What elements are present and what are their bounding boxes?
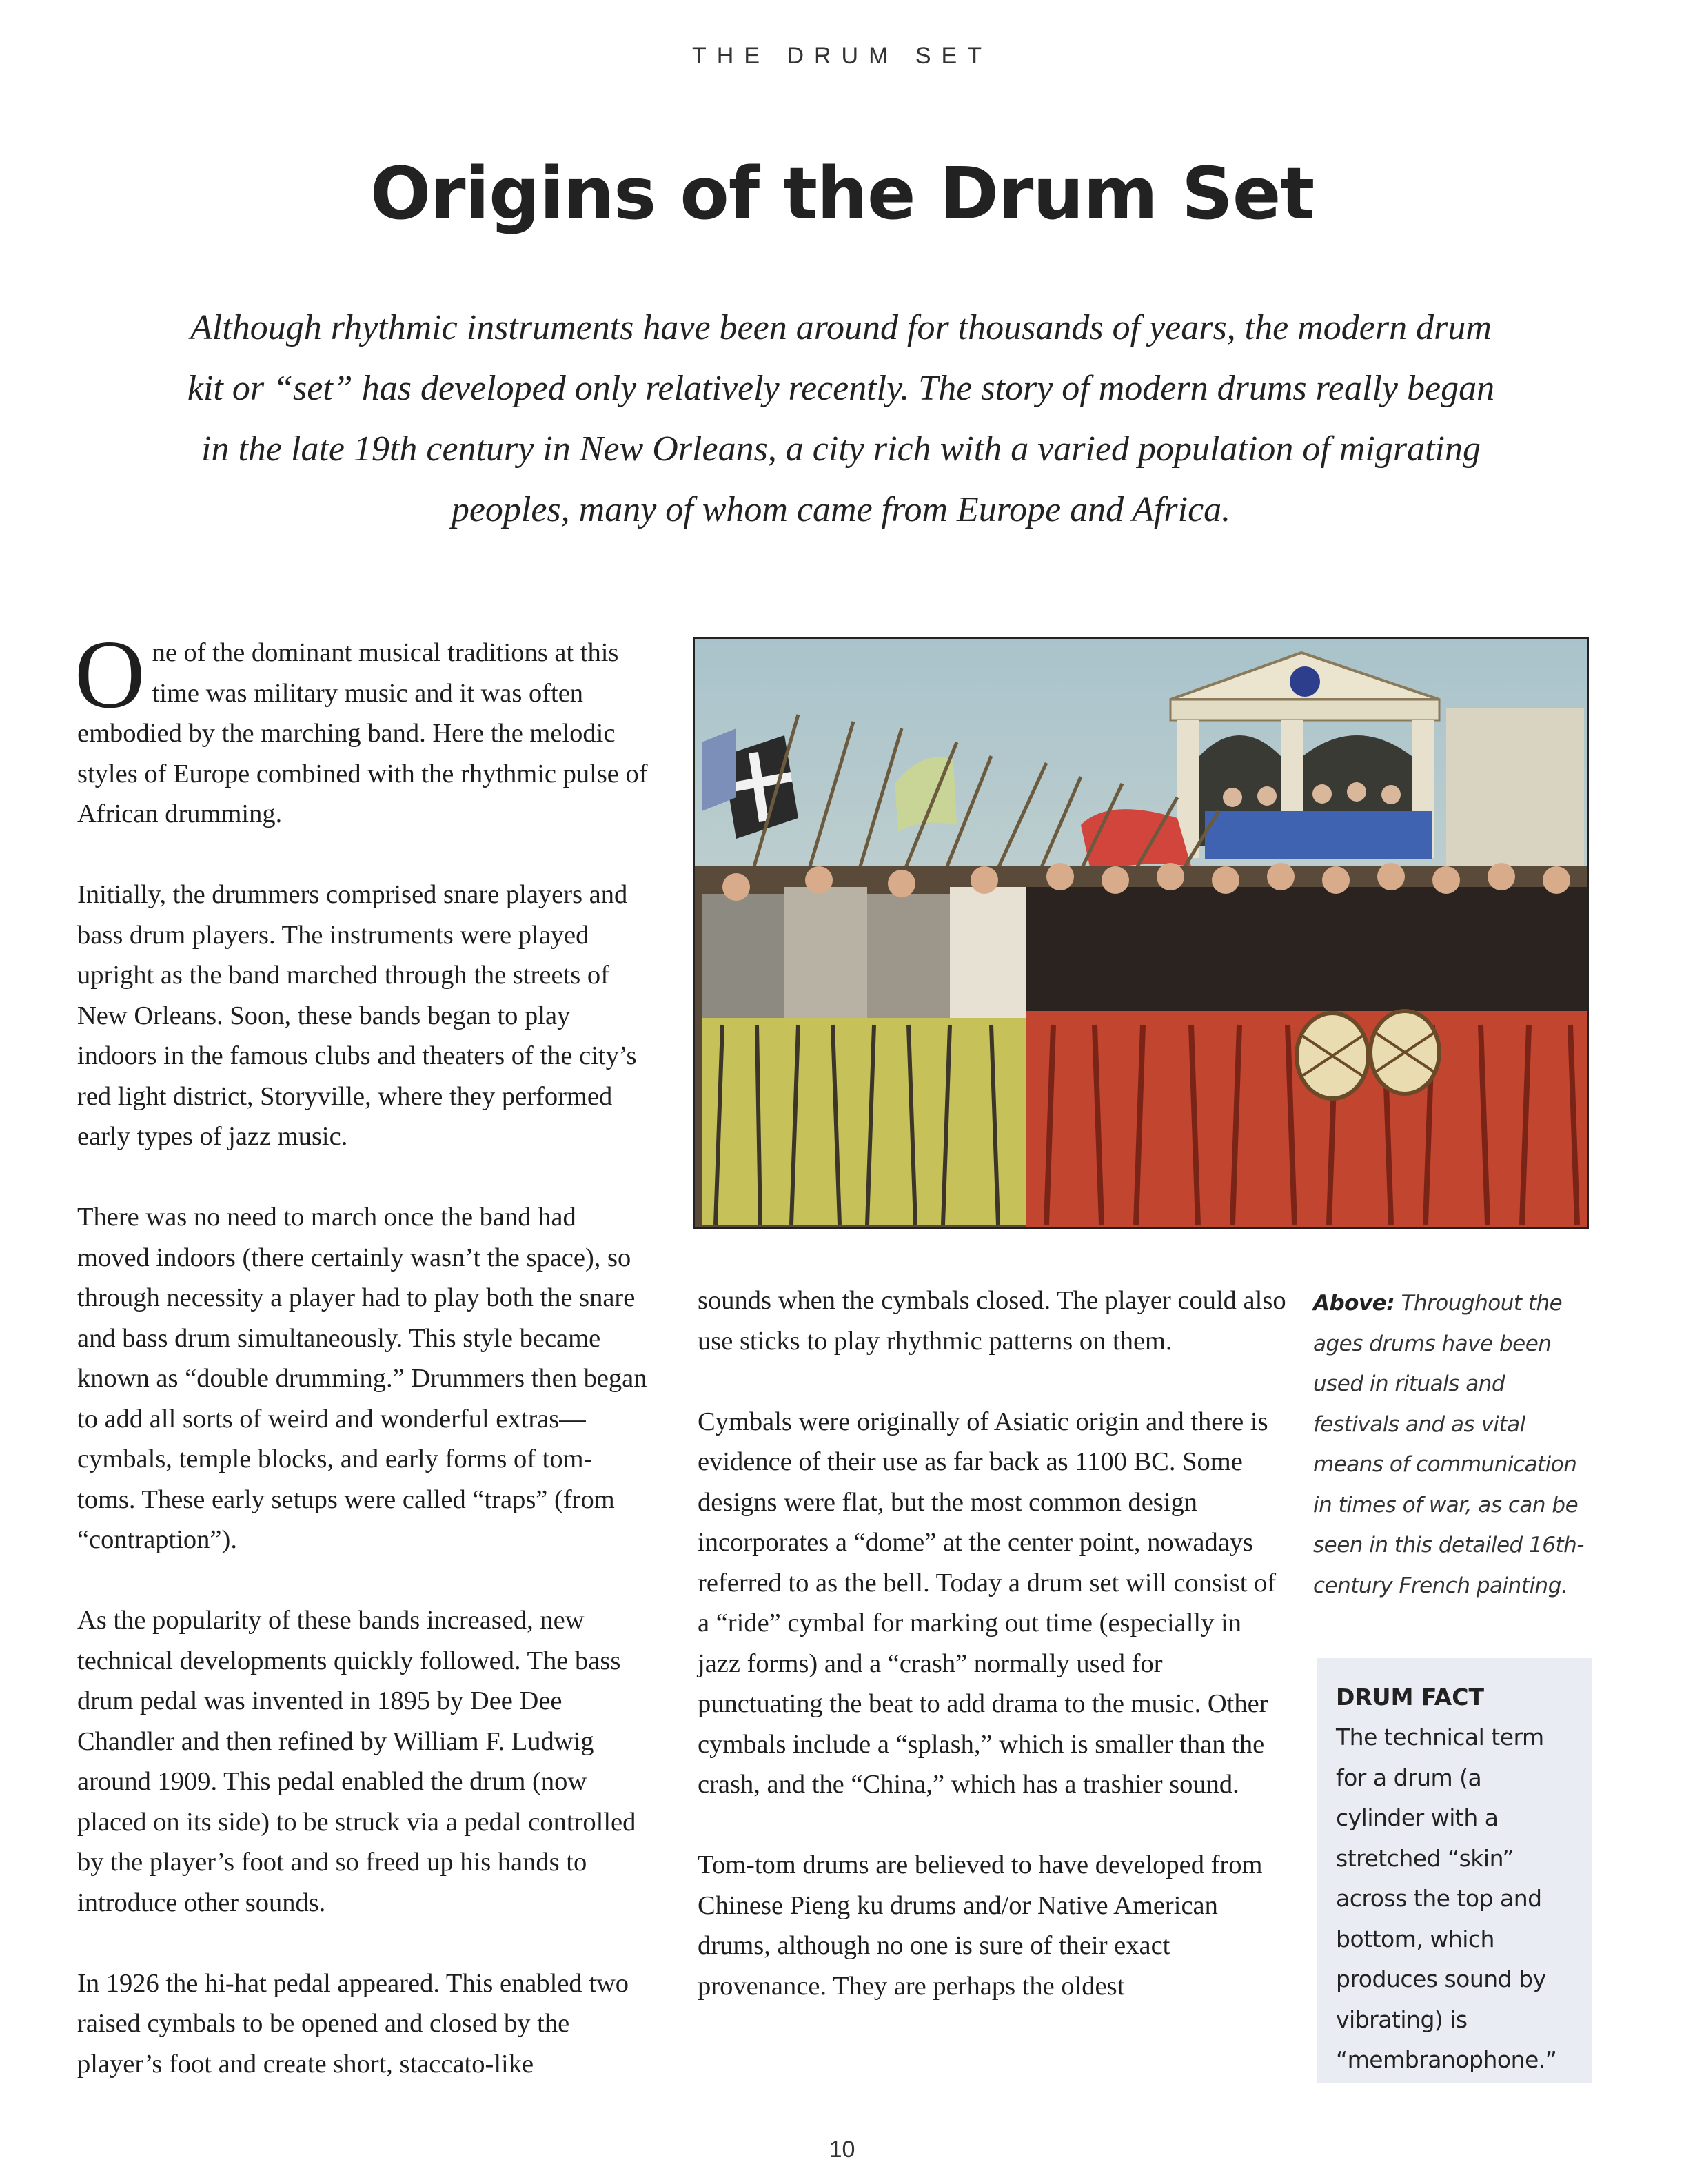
paragraph-3: There was no need to march once the band had moved indoors (there certainly wasn’t the space), so through necessity a player had to play both the snare and bass drum simultaneously. This style became known as “double drumming.” Drummers then began to add all sorts of weird and wonderful extras—cymbals, temple blocks, and early forms of tom-toms. These early setups were called “traps” (from “contraption”). bbox=[77, 1203, 647, 1554]
paragraph-8: Tom-tom drums are believed to have developed from Chinese Pieng ku drums and/or Native American drums, although no one is sure of their exact provenance. They are perhaps the oldest bbox=[698, 1850, 1263, 2001]
paragraph-4: As the popularity of these bands increased, new technical developments quickly followed. The bass drum pedal was invented in 1895 by Dee Dee Chandler and then refined by William F. Ludwig around 1909. This pedal enabled the drum (now placed on its side) to be struck via a pedal controlled by the player’s foot and so freed up his hands to introduce other sounds. bbox=[77, 1606, 636, 1917]
paragraph-5: In 1926 the hi-hat pedal appeared. This enabled two raised cymbals to be opened and closed by the player’s foot and create short, staccato-like bbox=[77, 1968, 629, 2079]
intro-paragraph: Although rhythmic instruments have been around for thousands of years, the modern drum kit or “set” has developed only relatively recently. The story of modern drums really began in the late 19th century in New Orleans, a city rich with a varied population of migrating peoples, many of whom came from Europe and Africa. bbox=[187, 308, 1495, 529]
soldiers-armour bbox=[702, 887, 1026, 1225]
running-head: THE DRUM SET bbox=[692, 43, 992, 69]
paragraph-7: Cymbals were originally of Asiatic origin and there is evidence of their use as far back as 1100 BC. Some designs were flat, but the most common design incorporates a “dome” at the center point, nowadays referred to as the bell. Today a drum set will consist of a “ride” cymbal for marking out time (especially in jazz forms) and a “crash” normally used for punctuating the beat to add drama to the music. Other cymbals include a “splash,” which is smaller than the crash, and the “China,” which has a trashier sound. bbox=[698, 1407, 1277, 1799]
paragraph-1 bbox=[74, 620, 649, 835]
left-column bbox=[74, 620, 649, 2125]
caption-lead: Above: bbox=[1313, 1291, 1395, 1316]
paragraph-6: sounds when the cymbals closed. The player could also use sticks to play rhythmic patterns on them. bbox=[698, 1286, 1286, 1356]
image-caption bbox=[1313, 1283, 1589, 1606]
drum-fact-box bbox=[1317, 1658, 1592, 2083]
marching-band-painting bbox=[695, 639, 1587, 1227]
middle-column bbox=[698, 1280, 1290, 2047]
drop-cap: O bbox=[74, 620, 145, 728]
paragraph-1-text: ne of the dominant musical traditions at this time was military music and it was often embodied by the marching band. Here the melodic styles of Europe combined with the rhythmic pulse of African drumming. bbox=[77, 638, 648, 828]
painting-illustration bbox=[693, 637, 1589, 1229]
caption-text: Throughout the ages drums have been used in rituals and festivals and as vital means of communication in times of war, as can be seen in this detailed 16th-century French painting. bbox=[1313, 1291, 1584, 1598]
page-title: Origins of the Drum Set bbox=[369, 152, 1315, 236]
fact-title: DRUM FACT bbox=[1336, 1684, 1484, 1711]
paragraph-2: Initially, the drummers comprised snare players and bass drum players. The instruments were played upright as the band marched through the streets of New Orleans. Soon, these bands began to play indoors in the famous clubs and theaters of the city’s red light district, Storyville, where they performed early types of jazz music. bbox=[77, 880, 637, 1151]
page-number: 10 bbox=[829, 2136, 855, 2163]
fact-text: The technical term for a drum (a cylinder with a stretched “skin” across the top and bottom, which produces sound by vibrating) is “membranophone.” bbox=[1336, 1724, 1557, 2073]
